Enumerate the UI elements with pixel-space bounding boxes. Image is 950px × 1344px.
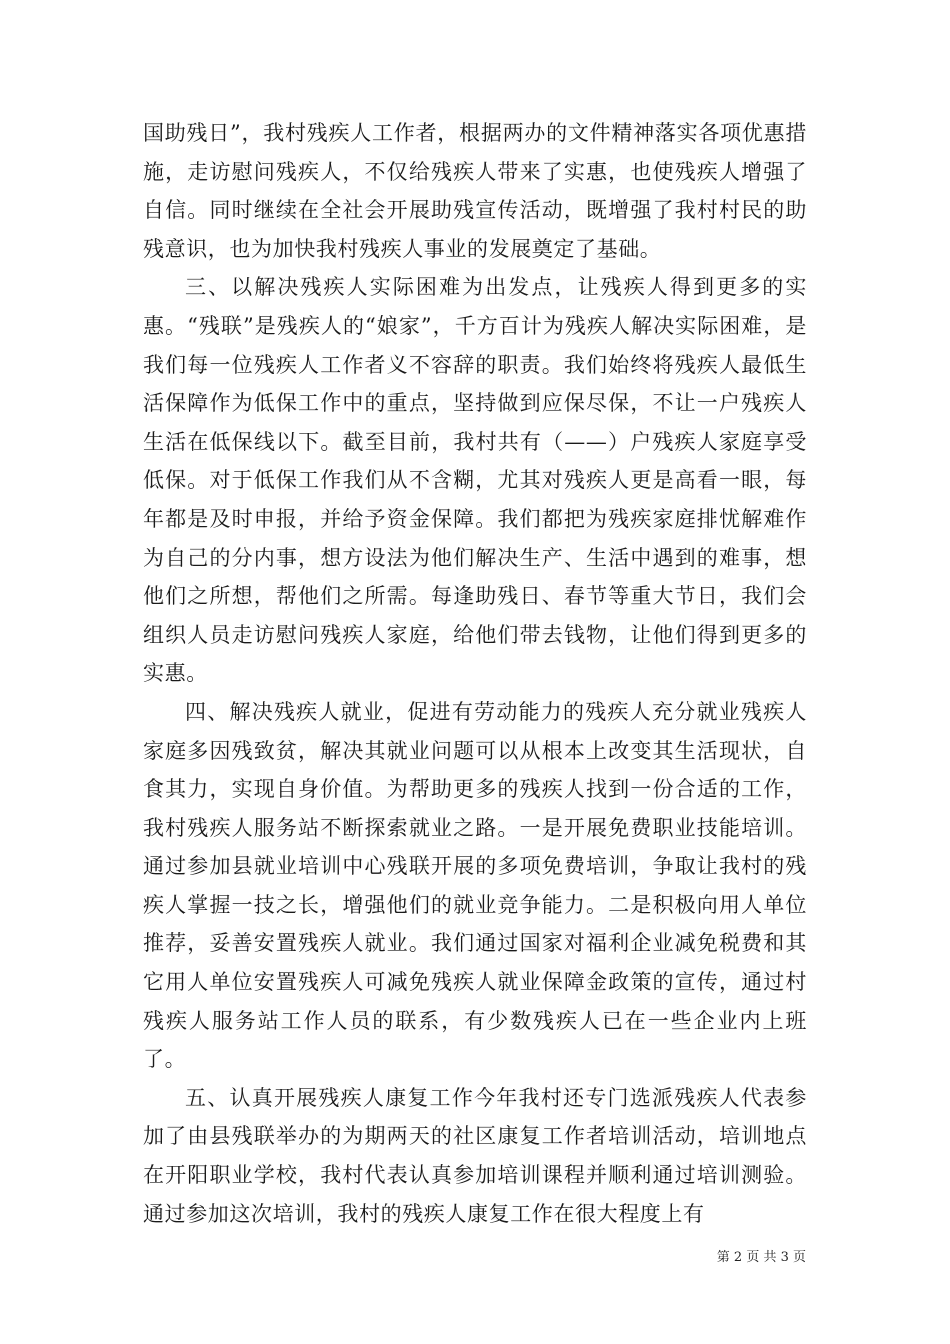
paragraph-continued: 国助残日”，我村残疾人工作者，根据两办的文件精神落实各项优惠措施，走访慰问残疾人，不仅给残疾人带来了实惠，也使残疾人增强了自信。同时继续在全社会开展助残宣传活动，既增强了我村村民的助残意识，也为加快我村残疾人事业的发展奠定了基础。 — [143, 121, 807, 261]
paragraph-section-five: 五、认真开展残疾人康复工作今年我村还专门选派残疾人代表参加了由县残联举办的为期两天的社区康复工作者培训活动，培训地点在开阳职业学校，我村代表认真参加培训课程并顺利通过培训测验。通过参加这次培训，我村的残疾人康复工作在很大程度上有 — [143, 1085, 807, 1226]
paragraph-section-four: 四、解决残疾人就业，促进有劳动能力的残疾人充分就业残疾人家庭多因残致贫，解决其就业问题可以从根本上改变其生活现状，自食其力，实现自身价值。为帮助更多的残疾人找到一份合适的工作，我村残疾人服务站不断探索就业之路。一是开展免费职业技能培训。通过参加县就业培训中心残联开展的多项免费培训，争取让我村的残疾人掌握一技之长，增强他们的就业竞争能力。二是积极向用人单位推荐，妥善安置残疾人就业。我们通过国家对福利企业减免税费和其它用人单位安置残疾人可减免残疾人就业保障金政策的宣传，通过村残疾人服务站工作人员的联系，有少数残疾人已在一些企业内上班了。 — [143, 699, 807, 1072]
page-number-footer: 第 2 页 共 3 页 — [716, 1250, 806, 1265]
paragraph-section-three: 三、以解决残疾人实际困难为出发点，让残疾人得到更多的实惠。“残联”是残疾人的“娘家”，千方百计为残疾人解决实际困难，是我们每一位残疾人工作者义不容辞的职责。我们始终将残疾人最低生活保障作为低保工作中的重点，坚持做到应保尽保，不让一户残疾人生活在低保线以下。截至目前，我村共有（——）户残疾人家庭享受低保。对于低保工作我们从不含糊，尤其对残疾人更是高看一眼，每年都是及时申报，并给予资金保障。我们都把为残疾家庭排忧解难作为自己的分内事，想方设法为他们解决生产、生活中遇到的难事，想他们之所想，帮他们之所需。每逢助残日、春节等重大节日，我们会组织人员走访慰问残疾人家庭，给他们带去钱物，让他们得到更多的实惠。 — [143, 275, 807, 686]
body-text — [143, 114, 807, 1233]
